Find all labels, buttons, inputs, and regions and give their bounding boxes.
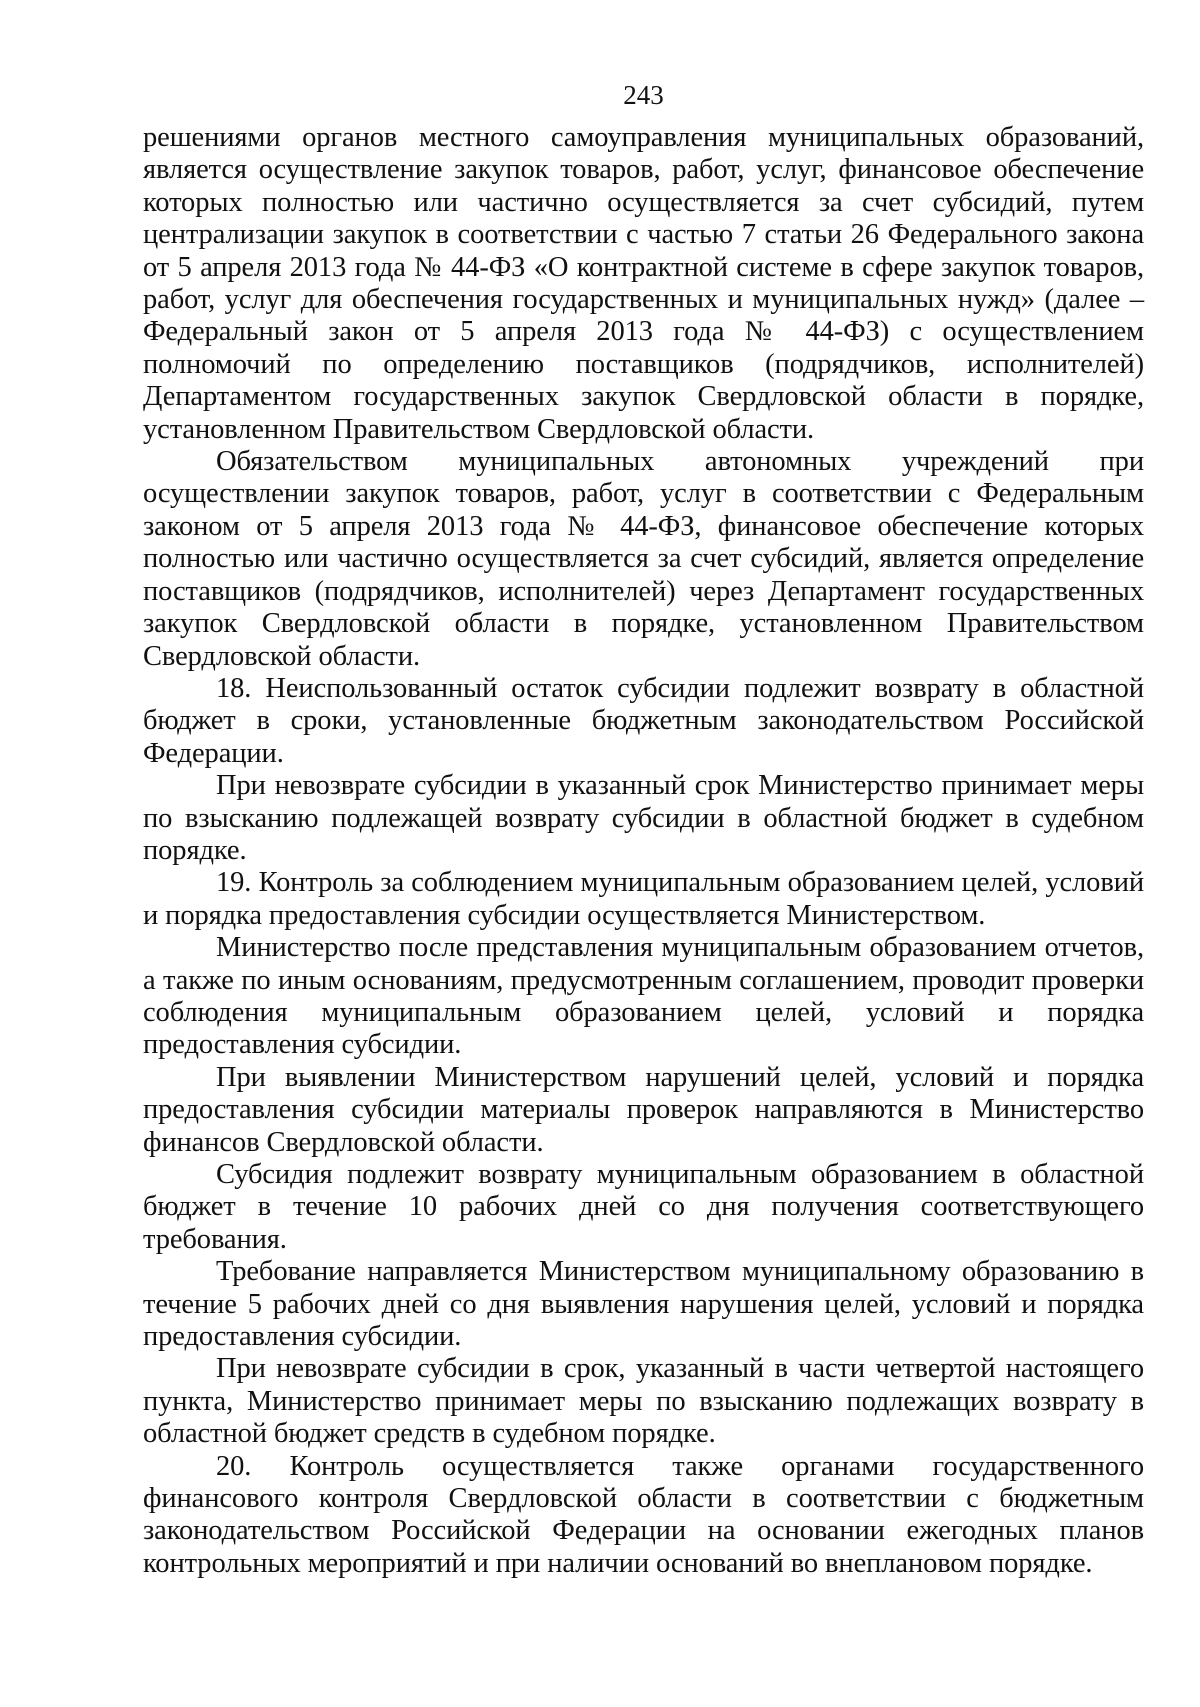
paragraph-non-return: При невозврате субсидии в срок, указанный в части четвертой настоящего пункта, Министерство принимает меры по взысканию подлежащих возврату в областной бюджет средств в судебном порядке. xyxy=(143,1353,1144,1450)
paragraph-point-18: 18. Неиспользованный остаток субсидии подлежит возврату в областной бюджет в сроки, установленные бюджетным законодательством Российской Федерации. xyxy=(143,672,1144,769)
paragraph-subsidy-return: Субсидия подлежит возврату муниципальным образованием в областной бюджет в течение 10 рабочих дней со дня получения соответствующего требования. xyxy=(143,1159,1144,1255)
paragraph-requirement-sent: Требование направляется Министерством муниципальному образованию в течение 5 рабочих дней со дня выявления нарушения целей, условий и порядка предоставления субсидии. xyxy=(143,1256,1144,1353)
paragraph-violations-found: При выявлении Министерством нарушений целей, условий и порядка предоставления субсидии материалы проверок направляются в Министерство финансов Свердловской области. xyxy=(143,1061,1144,1158)
paragraph-autonomous-institutions: Обязательством муниципальных автономных учреждений при осуществлении закупок товаров, работ, услуг в соответствии с Федеральным законом от 5 апреля 2013 года № 44-ФЗ, финансовое обеспечение которых полностью или частично осуществляется за счет субсидий, является определение поставщиков (подрядчиков, исполнителей) через Департамент государственных закупок Свердловской области в порядке, установленном Правительством Свердловской области. xyxy=(143,446,1144,672)
document-page xyxy=(143,78,1144,1580)
paragraph-recovery-measures: При невозврате субсидии в указанный срок Министерство принимает меры по взысканию подлежащей возврату субсидии в областной бюджет в судебном порядке. xyxy=(143,770,1144,866)
paragraph-continuation: решениями органов местного самоуправления муниципальных образований, является осуществление закупок товаров, работ, услуг, финансовое обеспечение которых полностью или частично осуществляется за счет субсидий, путем централизации закупок в соответствии с частью 7 статьи 26 Федерального закона от 5 апреля 2013 года № 44-ФЗ «О контрактной системе в сфере закупок товаров, работ, услуг для обеспечения государственных и муниципальных нужд» (далее – Федеральный закон от 5 апреля 2013 года № 44-ФЗ) с осуществлением полномочий по определению поставщиков (подрядчиков, исполнителей) Департаментом государственных закупок Свердловской области в порядке, установленном Правительством Свердловской области. xyxy=(143,122,1144,445)
paragraph-point-20: 20. Контроль осуществляется также органами государственного финансового контроля Свердловской области в соответствии с бюджетным законодательством Российской Федерации на основании ежегодных планов контрольных мероприятий и при наличии оснований во внеплановом порядке. xyxy=(143,1450,1144,1579)
paragraph-ministry-checks: Министерство после представления муниципальным образованием отчетов, а также по иным основаниям, предусмотренным соглашением, проводит проверки соблюдения муниципальным образованием целей, условий и порядка предоставления субсидии. xyxy=(143,932,1144,1061)
paragraph-point-19: 19. Контроль за соблюдением муниципальным образованием целей, условий и порядка предоставления субсидии осуществляется Министерством. xyxy=(143,867,1144,931)
page-number: 243 xyxy=(623,80,664,110)
